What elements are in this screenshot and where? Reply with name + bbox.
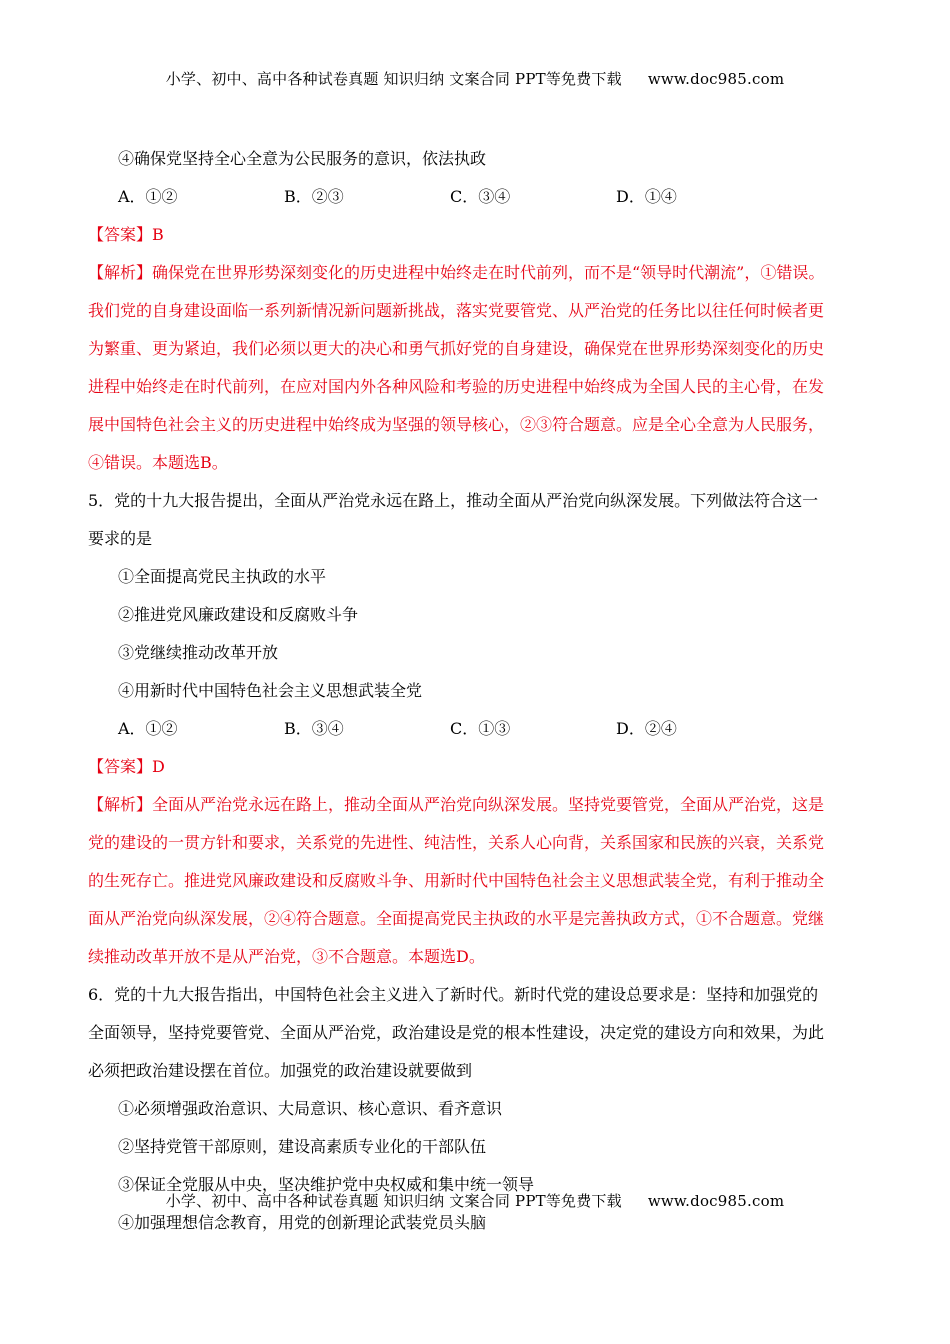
q5-option-a: A．①② [118,719,178,738]
q6-stem-line: 6．党的十九大报告指出，中国特色社会主义进入了新时代。新时代党的建设总要求是：坚持和加强党的 [88,985,819,1004]
q6-stem-line: 全面领导，坚持党要管党、全面从严治党，政治建设是党的根本性建设，决定党的建设方向和效果，为此 [88,1023,825,1042]
q6-stem-line: 必须把政治建设摆在首位。加强党的政治建设就要做到 [88,1061,473,1080]
page-footer [0,1190,950,1211]
q4-options [88,178,868,216]
q4-answer: 【答案】B [88,225,164,244]
q5-options [88,710,868,748]
q5-option-b: B．③④ [284,719,344,738]
q4-analysis-line: 我们党的自身建设面临一系列新情况新问题新挑战，落实党要管党、从严治党的任务比以往任何时候者更 [88,301,825,320]
q4-option-b: B．②③ [284,187,344,206]
q5-item: ④用新时代中国特色社会主义思想武装全党 [118,681,423,700]
q5-answer: 【答案】D [88,757,165,776]
q4-item-4: ④确保党坚持全心全意为公民服务的意识，依法执政 [118,149,487,168]
q4-analysis-line: ④错误。本题选B。 [88,453,228,472]
q5-option-c: C．①③ [450,719,511,738]
q5-analysis-line: 【解析】全面从严治党永远在路上，推动全面从严治党向纵深发展。坚持党要管党，全面从严治党，这是 [88,795,825,814]
q6-item: ①必须增强政治意识、大局意识、核心意识、看齐意识 [118,1099,503,1118]
q4-analysis-line: 展中国特色社会主义的历史进程中始终成为坚强的领导核心，②③符合题意。应是全心全意为人民服务， [88,415,825,434]
footer-site: www.doc985.com [647,1192,785,1210]
q5-item: ③党继续推动改革开放 [118,643,279,662]
q5-item: ②推进党风廉政建设和反腐败斗争 [118,605,359,624]
footer-text: 小学、初中、高中各种试卷真题 知识归纳 文案合同 PPT等免费下载 [165,1192,622,1210]
q4-analysis-line: 为繁重、更为紧迫，我们必须以更大的决心和勇气抓好党的自身建设，确保党在世界形势深刻变化的历史 [88,339,825,358]
q5-analysis-line: 党的建设的一贯方针和要求，关系党的先进性、纯洁性，关系人心向背，关系国家和民族的兴衰，关系党 [88,833,825,852]
header-text: 小学、初中、高中各种试卷真题 知识归纳 文案合同 PPT等免费下载 [165,70,622,88]
q5-stem-line: 5．党的十九大报告提出，全面从严治党永远在路上，推动全面从严治党向纵深发展。下列做法符合这一 [88,491,819,510]
q6-item: ④加强理想信念教育，用党的创新理论武装党员头脑 [118,1213,487,1232]
q5-option-d: D．②④ [616,719,677,738]
header-site: www.doc985.com [647,70,785,88]
q4-analysis-line: 【解析】确保党在世界形势深刻变化的历史进程中始终走在时代前列，而不是“领导时代潮流”，①错误。 [88,263,825,282]
q4-option-d: D．①④ [616,187,677,206]
q4-option-a: A．①② [118,187,178,206]
q5-analysis-line: 续推动改革开放不是从严治党，③不合题意。本题选D。 [88,947,485,966]
q5-analysis-line: 面从严治党向纵深发展，②④符合题意。全面提高党民主执政的水平是完善执政方式，①不合题意。党继 [88,909,825,928]
q5-item: ①全面提高党民主执政的水平 [118,567,327,586]
q4-analysis-line: 进程中始终走在时代前列，在应对国内外各种风险和考验的历史进程中始终成为全国人民的主心骨，在发 [88,377,825,396]
q5-stem-line: 要求的是 [88,529,153,548]
document-body [88,140,868,1242]
page-header [0,68,950,89]
q5-analysis-line: 的生死存亡。推进党风廉政建设和反腐败斗争、用新时代中国特色社会主义思想武装全党，有利于推动全 [88,871,825,890]
q4-option-c: C．③④ [450,187,511,206]
q6-item: ③保证全党服从中央，坚决维护党中央权威和集中统一领导 [118,1175,535,1194]
q6-item: ②坚持党管干部原则，建设高素质专业化的干部队伍 [118,1137,487,1156]
